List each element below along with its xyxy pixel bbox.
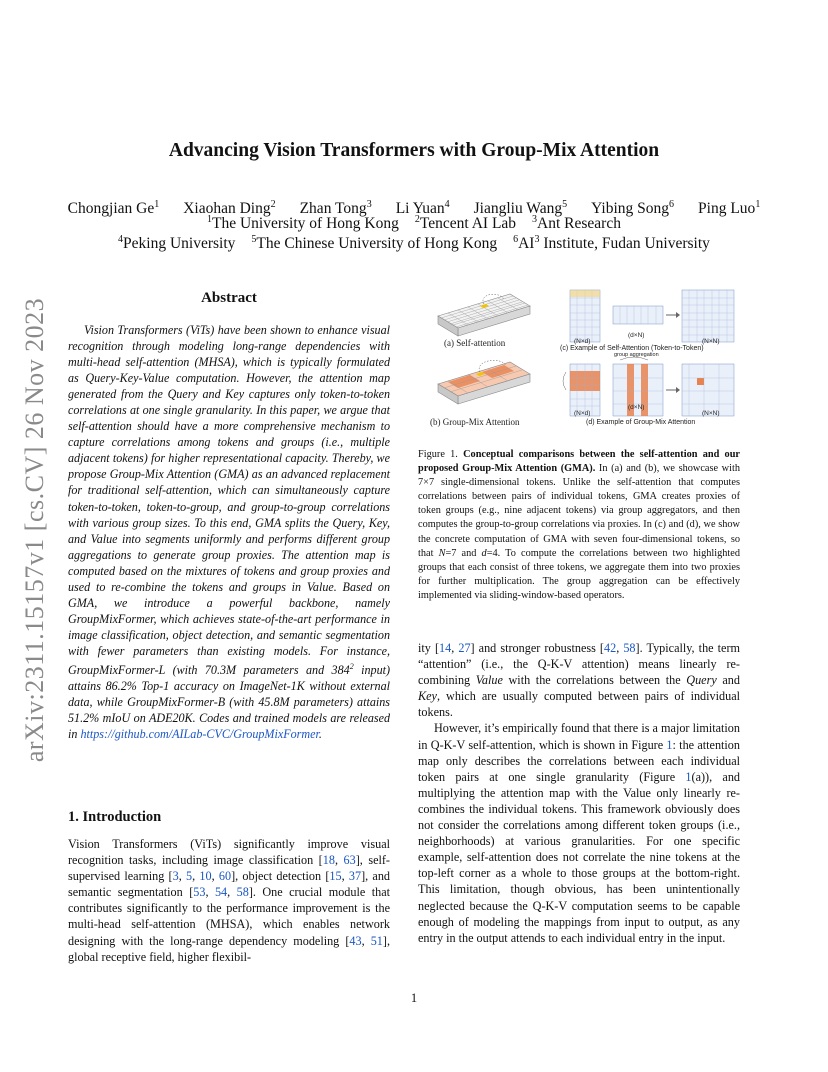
dim-label-c1: (N×d) [574,338,591,345]
text-run: , [334,853,344,868]
italic-term: N [438,547,446,559]
figure-label-a: (a) Self-attention [444,338,506,348]
dim-label-c2: (d×N) [628,332,645,339]
affiliation-mark: 6 [513,234,519,245]
figure-1 [420,286,750,434]
dim-label-d3: (N×N) [702,410,720,417]
citation-link[interactable]: 1 [666,737,673,752]
figure-label-b: (b) Group-Mix Attention [430,417,520,427]
text-run: ], self-supervised learning [ [68,853,390,884]
dim-label-d2: (d×N) [628,404,645,411]
text-run: (a)), and multiplying the attention map with the Value only linearly re-combines the individual tokens. This framework obviously does not consider the correlations among different token groups (i.e., neighborhoods) at various granularities. For one specific example, self-attention does not correlate the nine tokens at the top-left corner as a whole to those groups at the bottom-right. This limitation, though obvious, has been unintentionally neglected because the Q-K-V computation seems to be capable enough of modeling the mappings from input to output, as any entry in the output attends to each individual entry in the input. [418,769,741,945]
text-run: =4. To compute the correlations between two highlighted groups that each consist of three tokens, we aggregate them into two proxies for further multiplication. The group aggregation can be effectively implemented via sliding-window-based operators. [418,547,740,601]
affiliation-name: AI [518,235,535,253]
arxiv-id-text: arXiv:2311.15157v1 [cs.CV] 26 Nov 2023 [20,297,50,763]
citation-link[interactable]: 37 [348,869,362,884]
citation-link[interactable]: 14 [439,641,452,655]
affiliation-mark: 3 [532,214,538,225]
text-run: ], global receptive field, higher flexibil- [68,933,390,964]
text-run: Figure 1. [418,449,464,460]
right-column-body [418,640,740,946]
text-run: : the attention map only describes the correlations between each individual token pairs at one single granularity (Figure [418,737,740,784]
affiliation-name-superscript: 3 [534,234,540,245]
introduction-paragraph [68,836,390,965]
italic-term: Key [418,689,437,704]
affiliations-line-2 [0,234,828,253]
text-run: ] and stronger robustness [ [470,641,604,655]
author-affiliation-mark: 1 [154,199,160,210]
author-affiliation-mark: 1 [755,199,761,210]
author-name: Ping Luo [698,200,756,218]
paper-title: Advancing Vision Transformers with Group-Mix Attention [168,140,660,161]
abstract-superscript: 2 [349,661,354,671]
citation-link[interactable]: 15 [329,869,342,884]
affiliation-mark: 1 [207,214,213,225]
text-run: , [341,869,349,884]
author-name: Yibing Song [591,200,670,218]
affiliation-mark: 2 [414,214,420,225]
text-run: In (a) and (b), we showcase with 7×7 single-dimensional tokens. Unlike the self-attention that computes correlations between pairs of individual tokens, GMA creates proxies of token groups (e.g., nine adjacent tokens) via group aggregators, and then computes the group-to-group correlations via proxies. In (c) and (d), we show the concrete computation of GMA with seven four-dimensional tokens, so that [418,463,740,559]
dim-label-d1: (N×d) [574,410,591,417]
author-affiliation-mark: 5 [562,199,568,210]
text-run: Vision Transformers (ViTs) significantly improve visual recognition tasks, including image classification [ [68,837,390,868]
citation-link[interactable]: 3 [172,869,179,884]
abstract-text-part1: Vision Transformers (ViTs) have been shown to enhance visual recognition through modeling long-range dependencies with multi-head self-attention (MHSA), which is typically formulated as Query-Key-Value computation. However, the attention map generated from the Query and Key captures only token-to-token correlations at one single granularity. In this paper, we argue that self-attention should have a more comprehensive mechanism to capture correlations among tokens and groups (i.e., multiple adjacent tokens) for higher representational capacity. Thereby, we propose Group-Mix Attention (GMA) as an advanced replacement for traditional self-attention, which can simultaneously capture token-to-token, token-to-group, and group-to-group correlations with various group sizes. To this end, GMA splits the Query, Key, and Value into segments uniformly and performs different group aggregations to generate group proxies. The attention map is computed based on the mixtures of tokens and group proxies and used to re-combine the tokens and groups in Value. Based on GMA, we introduce a powerful backbone, namely GroupMixFormer, which achieves state-of-the-art performance in image classification, object detection, and semantic segmentation with fewer parameters than existing models. For instance, GroupMixFormer-L (with 70.3M parameters and 384 [68,323,390,678]
text-run: , [205,885,215,900]
affiliation-name-rest: Institute, Fudan University [539,235,710,253]
author-name: Chongjian Ge [67,200,155,218]
italic-term: Value [475,673,503,688]
author-affiliation-mark: 4 [444,199,450,210]
text-run: ]. One crucial module that contributes significantly to the performance improvement is the multi-head self-attention (MHSA), which enables network designing with the long-range dependency modeling [ [68,885,391,948]
affiliation-mark: 5 [251,234,257,245]
affiliation-name: Peking University [123,235,236,253]
self-attention-matrices [570,290,734,342]
citation-link[interactable]: 10 [199,869,212,884]
citation-link[interactable]: 42 [604,641,617,655]
italic-term: d [481,547,487,559]
citation-link[interactable]: 63 [343,853,356,868]
page-number: 1 [410,991,418,1005]
abstract-body [68,322,390,742]
italic-term: Query [686,673,717,688]
citation-link[interactable]: 58 [623,641,636,655]
text-run: , [178,869,186,884]
group-mix-grid [438,360,530,404]
text-run: =7 and [445,547,482,559]
affiliation-name: The University of Hong Kong [212,215,399,233]
text-run: ], object detection [ [231,869,330,884]
text-run: , which are usually computed between pairs of individual tokens. [418,689,740,720]
affiliation-name: Ant Research [537,215,621,233]
text-run: , [227,885,237,900]
affiliation-mark: 4 [118,234,124,245]
author-name: Zhan Tong [299,200,367,218]
author-name: Xiaohan Ding [183,200,271,218]
author-affiliation-mark: 3 [366,199,372,210]
self-attention-grid [438,294,530,336]
body-paragraph-1 [418,640,740,720]
citation-link[interactable]: 60 [218,869,232,884]
text-run: , [192,869,200,884]
abstract-text-end: . [318,727,322,742]
affiliation-name: The Chinese University of Hong Kong [256,235,498,253]
arxiv-identifier [22,280,48,780]
bold-text: Conceptual comparisons between the self-attention and our proposed Group-Mix Attention (GMA). [418,449,740,475]
text-run: and [716,673,740,688]
text-run: , [361,933,371,948]
dim-label-c3: (N×N) [702,338,720,345]
text-run: ]. Typically, the term “attention” (i.e., the Q-K-V attention) means linearly re-combining [418,641,740,688]
citation-link[interactable]: 1 [685,769,692,784]
author-name: Jiangliu Wang [473,200,563,218]
author-affiliation-mark: 2 [270,199,276,210]
text-run: ], and semantic segmentation [ [68,869,391,900]
figure-label-c: (c) Example of Self-Attention (Token-to-Token) [560,345,704,352]
citation-link[interactable]: 51 [370,933,383,948]
section-heading-introduction: 1. Introduction [68,809,162,825]
text-run: However, it’s empirically found that there is a major limitation in Q-K-V self-attention, which is shown in Figure [418,721,740,752]
github-link[interactable]: https://github.com/AILab-CVC/GroupMixFormer [80,727,319,742]
affiliation-name: Tencent AI Lab [419,215,517,233]
citation-link[interactable]: 54 [214,885,228,900]
text-run: , [211,869,219,884]
body-paragraph-2 [418,720,740,945]
citation-link[interactable]: 27 [458,641,471,655]
affiliations-line-1 [0,214,828,233]
citation-link[interactable]: 5 [186,869,193,884]
text-run: , [616,641,624,655]
citation-link[interactable]: 43 [349,933,362,948]
text-run: with the correlations between the [502,673,687,688]
text-run: , [451,641,459,655]
citation-link[interactable]: 58 [236,885,249,900]
abstract-text-part2: input) attains 86.2% Top-1 accuracy on ImageNet-1K without external data, while GroupMixFormer-B (with 45.8M parameters) attains 51.2% mIoU on ADE20K. Codes and trained models are released in [68,663,391,742]
citation-link[interactable]: 53 [193,885,206,900]
citation-link[interactable]: 18 [322,853,335,868]
figure-1-caption [418,448,740,603]
author-affiliation-mark: 6 [669,199,675,210]
author-name: Li Yuan [395,200,445,218]
text-run: ity [ [418,641,440,655]
figure-label-d: (d) Example of Group-Mix Attention [586,419,696,426]
abstract-heading: Abstract [201,290,257,306]
group-aggregation-label: group aggregation [614,352,659,358]
